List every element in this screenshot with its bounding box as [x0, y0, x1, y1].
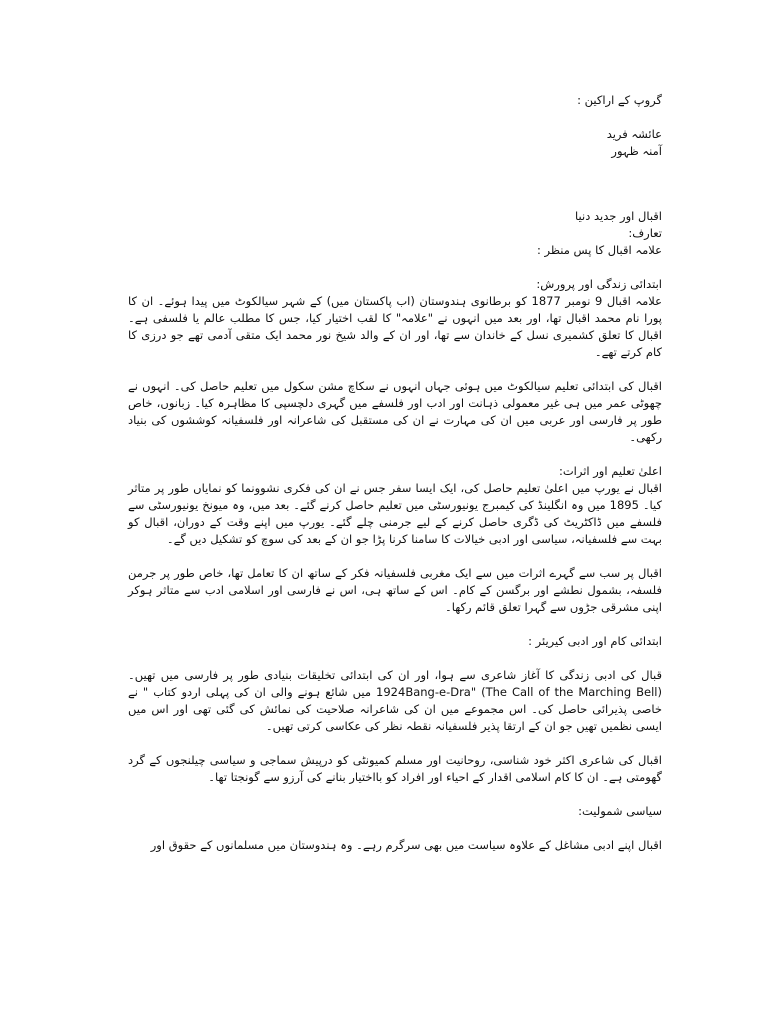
paragraph: اقبال کی شاعری اکثر خود شناسی، روحانیت اور مسلم کمیونٹی کو درپیش سماجی و سیاسی چیلنجوں کے گرد گھومتی ہے۔ ان کا کام اسلامی اقدار کے احیاء اور افراد کو بااختیار بنانے کی آرزو سے گونجتا تھا۔: [128, 753, 662, 784]
document-title: اقبال اور جدید دنیا: [575, 209, 662, 223]
background-label: علامہ اقبال کا پس منظر :: [536, 243, 662, 257]
section-heading: اعلیٰ تعلیم اور اثرات:: [558, 464, 662, 478]
paragraph: اقبال کی ابتدائی تعلیم سیالکوٹ میں ہوئی جہاں انہوں نے سکاچ مشن سکول میں تعلیم حاصل کی۔ انہوں نے چھوٹی عمر میں ہی غیر معمولی ذہانت اور ادب اور فلسفے میں گہری دلچسپی کا مظاہرہ کیا۔ زبانوں، خاص طور پر فارسی اور عربی میں ان کی مہارت نے ان کی مستقبل کی شاعرانہ اور فلسفیانہ کوششوں کی بنیاد رکھی۔: [128, 379, 662, 444]
paragraph: علامہ اقبال 9 نومبر 1877 کو برطانوی ہندوستان (اب پاکستان میں) کے شہر سیالکوٹ میں پیدا ہوئے۔ ان کا پورا نام محمد اقبال تھا، اور بعد میں انہوں نے "علامہ" کا لقب اختیار کیا، جس کا مطلب عالم یا فلسفی ہے۔ اقبال کا تعلق کشمیری نسل کے خاندان سے تھا، اور ان کے والد شیخ نور محمد ایک متقی آدمی تھے جو درزی کا کام کرتے تھے۔: [128, 294, 662, 359]
paragraph: قبال کی ادبی زندگی کا آغاز شاعری سے ہوا، اور ان کی ابتدائی تخلیقات بنیادی طور پر فارسی میں تھیں۔ 1924Bang-e-Dra" (The Call of the Marching Bell) میں شائع ہونے والی ان کی پہلی اردو کتاب " نے خاصی پذیرائی حاصل کی۔ اس مجموعے میں ان کی شاعرانہ صلاحیت کی نمائش کی گئی تھی اور اس میں ایسی نظمیں تھیں جو ان کے ارتقا پذیر فلسفیانہ نقطہ نظر کی عکاسی کرتی تھیں۔: [128, 668, 662, 733]
section-heading: ابتدائی زندگی اور پرورش:: [536, 277, 662, 291]
section-heading: سیاسی شمولیت:: [578, 804, 662, 818]
members-heading: گروپ کے اراکین :: [577, 93, 662, 107]
section-heading: ابتدائی کام اور ادبی کیریئر :: [528, 634, 662, 648]
paragraph: اقبال اپنے ادبی مشاغل کے علاوہ سیاست میں بھی سرگرم رہے۔ وہ ہندوستان میں مسلمانوں کے حقوق اور: [150, 838, 662, 852]
member-name: آمنہ ظہور: [611, 144, 662, 158]
member-name: عائشہ فرید: [606, 127, 662, 141]
paragraph: اقبال نے یورپ میں اعلیٰ تعلیم حاصل کی، ایک ایسا سفر جس نے ان کی فکری نشوونما کو نمایاں طور پر متاثر کیا۔ 1895 میں وہ انگلینڈ کی کیمبرج یونیورسٹی میں تعلیم حاصل کرنے گئے۔ بعد میں، وہ میونخ یونیورسٹی سے فلسفے میں ڈاکٹریٹ کی ڈگری حاصل کرنے کے لیے جرمنی چلے گئے۔ یورپ میں اپنے وقت کے دوران، اقبال کو بہت سے فلسفیانہ، سیاسی اور ادبی خیالات کا سامنا کرنا پڑا جو ان کے بعد کی سوچ کو تشکیل دیں گے۔: [128, 481, 663, 546]
intro-label: تعارف:: [628, 226, 662, 240]
paragraph: اقبال پر سب سے گہرے اثرات میں سے ایک مغربی فلسفیانہ فکر کے ساتھ ان کا تعامل تھا، خاص طور پر جرمن فلسفہ، بشمول نطشے اور برگسن کے کام۔ اس کے ساتھ ہی، اس نے فارسی اور اسلامی ادب سے متاثر ہوکر اپنی مشرقی جڑوں سے گہرا تعلق قائم رکھا۔: [128, 566, 662, 614]
document-page: [128, 92, 662, 854]
